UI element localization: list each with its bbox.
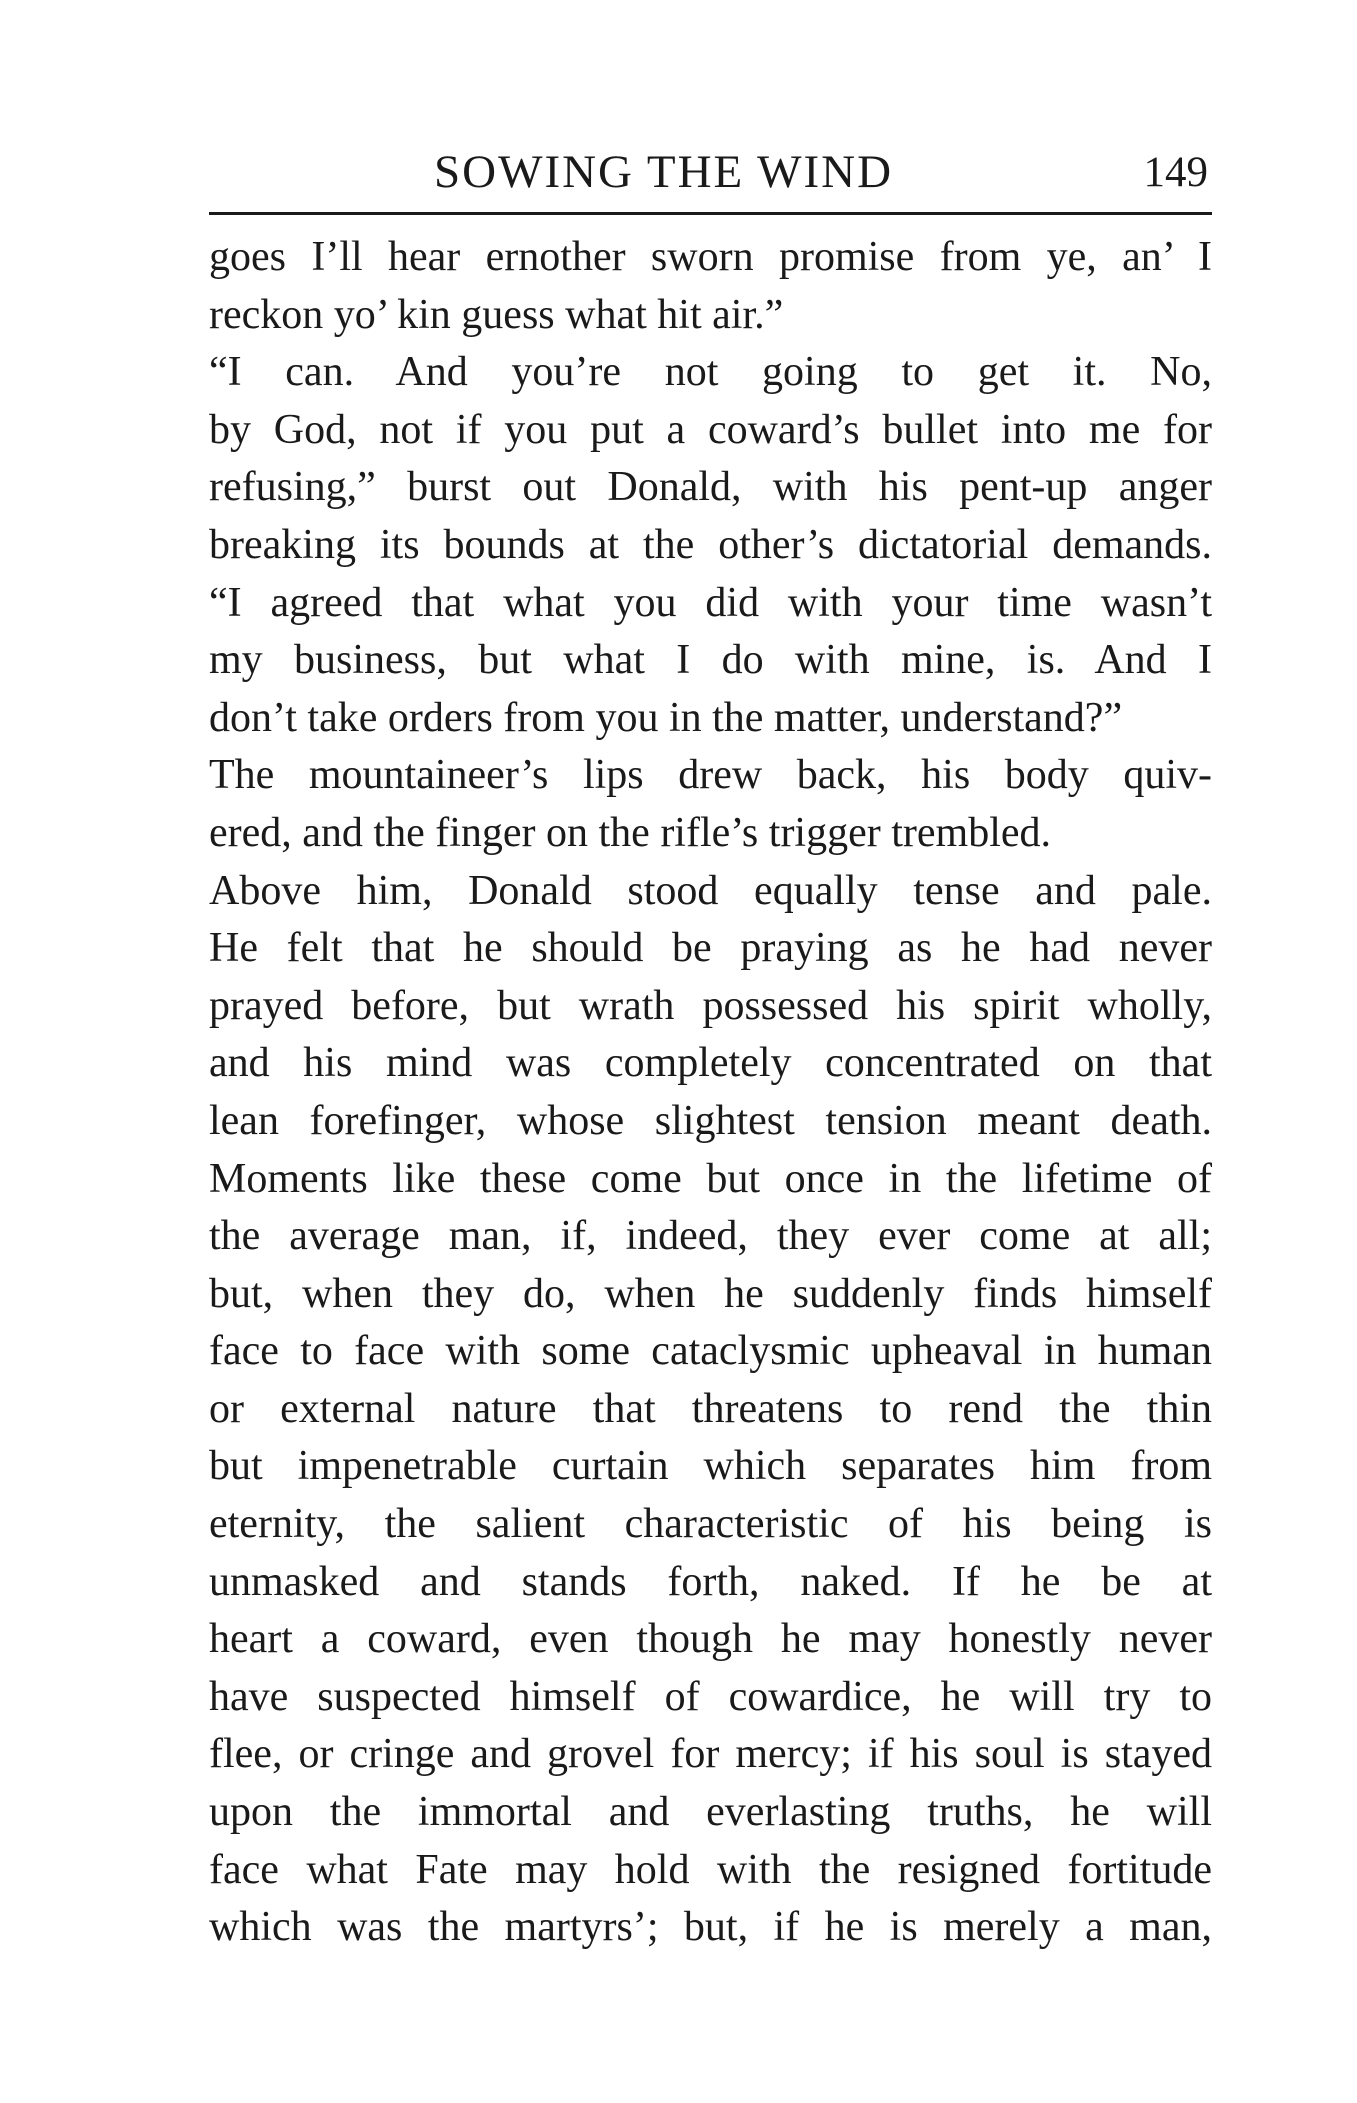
text-line: prayed before, but wrath possessed his spirit wholly, (209, 982, 1212, 1029)
text-line: don’t take orders from you in the matter, understand?” (209, 694, 1123, 741)
running-header (209, 145, 1212, 215)
text-line: Above him, Donald stood equally tense and pale. (209, 867, 1212, 914)
text-line: upon the immortal and everlasting truths, he will (209, 1789, 1212, 1836)
text-line: He felt that he should be praying as he had never (209, 925, 1212, 972)
text-line: breaking its bounds at the other’s dictatorial demands. (209, 521, 1212, 568)
text-line: by God, not if you put a coward’s bullet into me for (209, 406, 1212, 453)
running-title: SOWING THE WIND (434, 146, 894, 198)
text-line: eternity, the salient characteristic of his being is (209, 1501, 1212, 1548)
text-line: which was the martyrs’; but, if he is merely a man, (209, 1904, 1212, 1951)
text-line: refusing,” burst out Donald, with his pent-up anger (209, 464, 1212, 511)
text-line: my business, but what I do with mine, is. And I (209, 637, 1212, 684)
text-line: Moments like these come but once in the lifetime of (209, 1155, 1212, 1202)
text-line: “I agreed that what you did with your time wasn’t (209, 579, 1212, 626)
text-line: but impenetrable curtain which separates him from (209, 1443, 1212, 1490)
page-number: 149 (1143, 149, 1208, 196)
text-line: but, when they do, when he suddenly finds himself (209, 1270, 1212, 1317)
body-text (209, 229, 1212, 1957)
text-line: have suspected himself of cowardice, he will try to (209, 1673, 1212, 1720)
text-line: unmasked and stands forth, naked. If he be at (209, 1558, 1212, 1605)
text-line: lean forefinger, whose slightest tension meant death. (209, 1097, 1212, 1144)
book-page (209, 145, 1212, 1957)
text-line: “I can. And you’re not going to get it. No, (209, 349, 1212, 396)
text-line: and his mind was completely concentrated on that (209, 1040, 1212, 1087)
text-line: The mountaineer’s lips drew back, his body quiv- (209, 752, 1212, 799)
text-line: or external nature that threatens to rend the thin (209, 1385, 1212, 1432)
text-line: goes I’ll hear ernother sworn promise from ye, an’ I (209, 234, 1212, 280)
text-line: flee, or cringe and grovel for mercy; if his soul is stayed (209, 1731, 1212, 1778)
text-line: face what Fate may hold with the resigned fortitude (209, 1846, 1212, 1893)
text-line: reckon yo’ kin guess what hit air.” (209, 291, 784, 338)
text-line: ered, and the finger on the rifle’s trigger trembled. (209, 809, 1052, 856)
text-line: the average man, if, indeed, they ever come at all; (209, 1213, 1212, 1260)
text-line: heart a coward, even though he may honestly never (209, 1616, 1212, 1663)
text-line: face to face with some cataclysmic upheaval in human (209, 1328, 1212, 1375)
